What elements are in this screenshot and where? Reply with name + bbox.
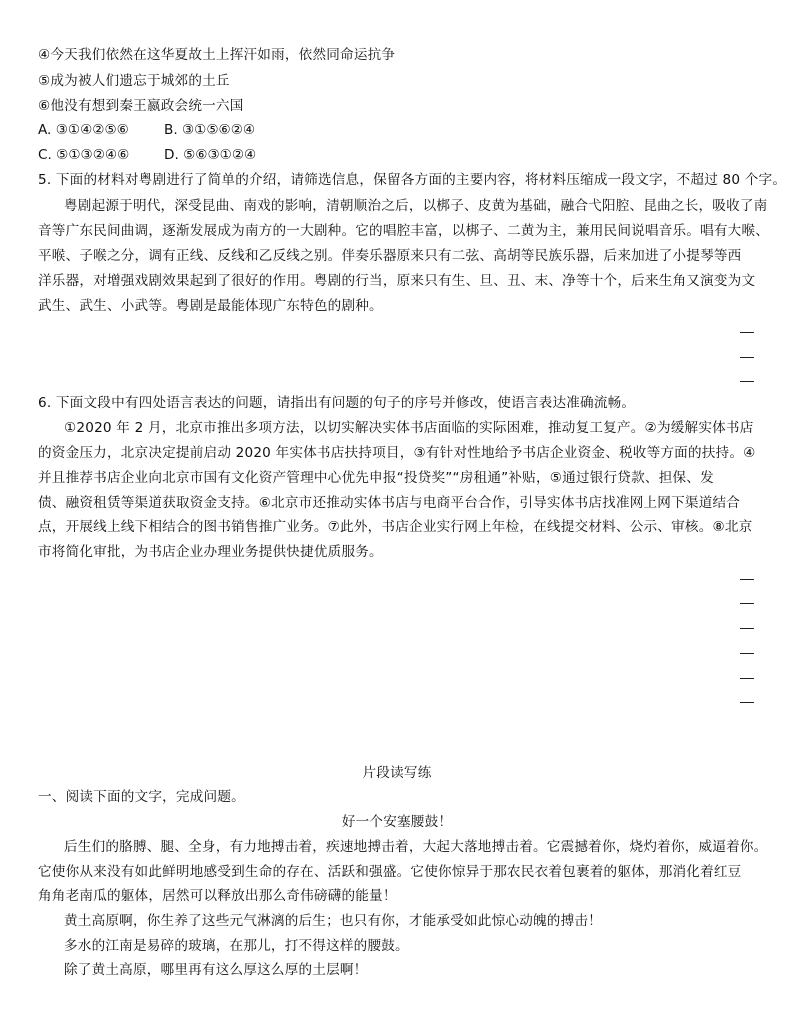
q5-passage-line: 平喉、子喉之分，调有正线、反线和乙反线之别。伴奏乐器原来只有二弦、高胡等民族乐器，后来加进了小提琴等西 xyxy=(38,248,742,264)
article-paragraph-line: 多水的江南是易碎的玻璃，在那儿，打不得这样的腰鼓。 xyxy=(64,938,409,954)
q5-passage-line: 音等广东民间曲调，逐渐发展成为南方的一大剧种。它的唱腔丰富，以梆子、二黄为主，兼用民间说唱音乐。唱有大喉、 xyxy=(38,223,770,239)
article-paragraph-line: 除了黄土高原，哪里再有这么厚这么厚的土层啊！ xyxy=(64,962,368,978)
q6-passage-line: 的资金压力，北京决定提前启动 2020 年实体书店扶持项目，③有针对性地给予书店企业资金、税收等方面的扶持。④ xyxy=(38,445,756,461)
q4-item-4: ④今天我们依然在这华夏故土上挥汗如雨，依然同命运抗争 xyxy=(38,47,396,63)
q4-item-5: ⑤成为被人们遗忘于城郊的土丘 xyxy=(38,73,230,89)
article-paragraph-line: 角角老南瓜的躯体，居然可以释放出那么奇伟磅礴的能量！ xyxy=(38,888,397,904)
q5-answer-blank[interactable] xyxy=(740,357,754,358)
article-paragraph-line: 后生们的胳膊、腿、全身，有力地搏击着，疾速地搏击着，大起大落地搏击着。它震撼着你，烧灼着你，威逼着你。 xyxy=(64,839,768,855)
q6-answer-blank[interactable] xyxy=(740,579,754,580)
q5-answer-blank[interactable] xyxy=(740,332,754,333)
section-title: 片段读写练 xyxy=(362,765,432,781)
q6-answer-blank[interactable] xyxy=(740,603,754,604)
q6-passage-line: 市将简化审批，为书店企业办理业务提供快捷优质服务。 xyxy=(38,544,383,560)
q6-passage-line: 并且推荐书店企业向北京市国有文化资产管理中心优先申报“投贷奖”“房租通”补贴，⑤通过银行贷款、担保、发 xyxy=(38,470,714,486)
part-one-instruction: 一、阅读下面的文字，完成问题。 xyxy=(38,789,245,805)
q4-item-6: ⑥他没有想到秦王嬴政会统一六国 xyxy=(38,98,244,114)
article-paragraph-line: 它使你从来没有如此鲜明地感受到生命的存在、活跃和强盛。它使你惊异于那农民衣着包裹着的躯体，那消化着红豆 xyxy=(38,864,742,880)
q6-answer-blank[interactable] xyxy=(740,678,754,679)
q6-passage-line: 债、融资租赁等渠道获取资金支持。⑥北京市还推动实体书店与电商平台合作，引导实体书店找准网上网下渠道结合 xyxy=(38,495,741,511)
q6-passage-line: ①2020 年 2 月，北京市推出多项方法，以切实解决实体书店面临的实际困难，推动复工复产。②为缓解实体书店 xyxy=(64,420,754,436)
article-title: 好一个安塞腰鼓！ xyxy=(341,814,453,830)
q4-option-a: A. ③①④②⑤⑥ xyxy=(38,122,129,138)
q5-prompt: 5. 下面的材料对粤剧进行了简单的介绍，请筛选信息，保留各方面的主要内容，将材料压缩成一段文字，不超过 80 个字。 xyxy=(38,172,787,188)
q6-answer-blank[interactable] xyxy=(740,653,754,654)
q6-passage-line: 点，开展线上线下相结合的图书销售推广业务。⑦此外，书店企业实行网上年检，在线提交材料、公示、审核。⑧北京 xyxy=(38,519,753,535)
q6-answer-blank[interactable] xyxy=(740,628,754,629)
q6-prompt: 6. 下面文段中有四处语言表达的问题，请指出有问题的句子的序号并修改，使语言表达准确流畅。 xyxy=(38,395,636,411)
q5-answer-blank[interactable] xyxy=(740,381,754,382)
q4-option-d: D. ⑤⑥③①②④ xyxy=(164,147,257,163)
article-paragraph-line: 黄土高原啊，你生养了这些元气淋漓的后生；也只有你，才能承受如此惊心动魄的搏击！ xyxy=(64,913,602,929)
q5-passage-line: 粤剧起源于明代，深受昆曲、南戏的影响，清朝顺治之后，以梆子、皮黄为基础，融合弋阳腔、昆曲之长，吸收了南 xyxy=(64,198,768,214)
q6-answer-blank[interactable] xyxy=(740,702,754,703)
q4-option-c: C. ⑤①③②④⑥ xyxy=(38,147,130,163)
q4-option-b: B. ③①⑤⑥②④ xyxy=(164,122,256,138)
q5-passage-line: 武生、武生、小武等。粤剧是最能体现广东特色的剧种。 xyxy=(38,298,383,314)
q5-passage-line: 洋乐器，对增强戏剧效果起到了很好的作用。粤剧的行当，原来只有生、旦、丑、末、净等十个，后来生角又演变为文 xyxy=(38,273,756,289)
